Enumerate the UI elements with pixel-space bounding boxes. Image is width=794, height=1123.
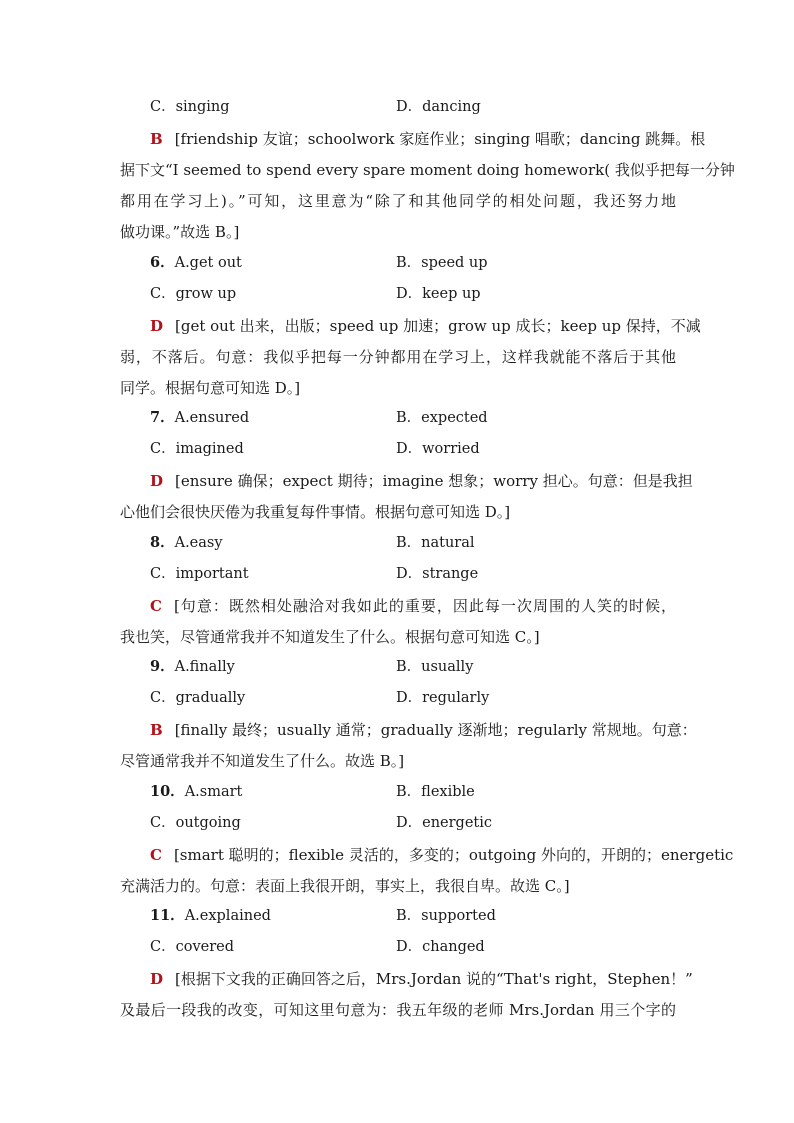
options-row-cd <box>0 435 794 463</box>
explanation-line: 尽管通常我并不知道发生了什么。故选 B。] <box>120 752 405 770</box>
option-a-wrap <box>150 529 223 557</box>
option-a: A.smart <box>184 784 243 800</box>
explanation-line: 及最后一段我的改变，可知这里句意为：我五年级的老师 Mrs.Jordan 用三个字的 <box>120 1001 676 1019</box>
answer-letter: B <box>150 721 163 739</box>
option-d: D．worried <box>396 441 480 457</box>
question-number: 9． <box>150 658 175 675</box>
explanation-line: 心他们会很快厌倦为我重复每件事情。根据句意可知选 D。] <box>120 503 511 521</box>
explanation-text: [句意：既然相处融洽对我如此的重要，因此每一次周围的人笑的时候， <box>173 597 676 615</box>
options-row-cd <box>0 684 794 712</box>
options-row-cd <box>0 93 794 121</box>
option-c: C．imagined <box>150 441 244 457</box>
option-a: A.ensured <box>174 410 250 426</box>
options-row-ab <box>0 778 794 806</box>
option-a-wrap <box>150 778 242 806</box>
options-row-cd <box>0 933 794 961</box>
explanation-line: 弱，不落后。句意：我似乎把每一分钟都用在学习上，这样我就能不落后于其他 <box>120 348 676 366</box>
options-row-cd <box>0 560 794 588</box>
options-row-ab <box>0 529 794 557</box>
option-c: C．grow up <box>150 286 237 302</box>
answer-line <box>150 311 701 341</box>
option-a-wrap <box>150 902 271 930</box>
question-number: 8． <box>150 534 175 551</box>
options-row-ab <box>0 902 794 930</box>
options-row-ab <box>0 249 794 277</box>
option-a-wrap <box>150 404 249 432</box>
explanation-line: 都用在学习上)。”可知，这里意为“除了和其他同学的相处问题，我还努力地 <box>120 192 676 210</box>
answer-letter: D <box>150 970 164 988</box>
explanation-line: 做功课。”故选 B。] <box>120 223 240 241</box>
option-d: D．energetic <box>396 815 493 831</box>
explanation-text: [finally 最终；usually 通常；gradually 逐渐地；regularly 常规地。句意： <box>174 721 697 739</box>
option-c: C．covered <box>150 939 235 955</box>
option-c: C．singing <box>150 99 230 115</box>
option-a: A.get out <box>174 255 242 271</box>
option-a: A.finally <box>174 659 235 675</box>
question-number: 6． <box>150 254 175 271</box>
explanation-text: [get out 出来，出版；speed up 加速；grow up 成长；keep up 保持，不减 <box>175 317 701 335</box>
options-row-ab <box>0 653 794 681</box>
answer-line <box>150 840 734 870</box>
option-b: B．speed up <box>396 255 488 271</box>
option-b: B．expected <box>396 410 488 426</box>
option-c: C．gradually <box>150 690 246 706</box>
option-a-wrap <box>150 653 235 681</box>
answer-line <box>150 715 697 745</box>
answer-letter: D <box>150 317 164 335</box>
option-a: A.easy <box>174 535 223 551</box>
answer-letter: C <box>150 846 162 864</box>
explanation-line: 我也笑，尽管通常我并不知道发生了什么。根据句意可知选 C。] <box>120 628 540 646</box>
answer-line <box>150 124 706 154</box>
explanation-line: 据下文“I seemed to spend every spare moment doing homework( 我似乎把每一分钟 <box>120 161 735 179</box>
explanation-text: [smart 聪明的；flexible 灵活的，多变的；outgoing 外向的，开朗的；energetic <box>173 846 734 864</box>
option-b: B．supported <box>396 908 496 924</box>
options-row-ab <box>0 404 794 432</box>
option-b: B．usually <box>396 659 474 675</box>
options-row-cd <box>0 280 794 308</box>
option-a-wrap <box>150 249 242 277</box>
question-number: 11． <box>150 907 185 924</box>
option-b: B．natural <box>396 535 475 551</box>
option-c: C．outgoing <box>150 815 241 831</box>
answer-line <box>150 964 693 994</box>
option-b: B．flexible <box>396 784 475 800</box>
option-d: D．changed <box>396 939 485 955</box>
explanation-text: [根据下文我的正确回答之后，Mrs.Jordan 说的“That's right，Stephen！” <box>175 970 693 988</box>
option-d: D．keep up <box>396 286 481 302</box>
answer-letter: D <box>150 472 164 490</box>
option-a: A.explained <box>184 908 271 924</box>
question-number: 7． <box>150 409 175 426</box>
question-number: 10． <box>150 783 185 800</box>
answer-line <box>150 591 676 621</box>
explanation-text: [friendship 友谊；schoolwork 家庭作业；singing 唱歌；dancing 跳舞。根 <box>174 130 706 148</box>
answer-line <box>150 466 693 496</box>
option-d: D．strange <box>396 566 479 582</box>
explanation-text: [ensure 确保；expect 期待；imagine 想象；worry 担心。句意：但是我担 <box>175 472 693 490</box>
option-c: C．important <box>150 566 249 582</box>
answer-letter: B <box>150 130 163 148</box>
answer-letter: C <box>150 597 162 615</box>
options-row-cd <box>0 809 794 837</box>
explanation-line: 充满活力的。句意：表面上我很开朗，事实上，我很自卑。故选 C。] <box>120 877 570 895</box>
option-d: D．dancing <box>396 99 481 115</box>
explanation-line: 同学。根据句意可知选 D。] <box>120 379 301 397</box>
option-d: D．regularly <box>396 690 490 706</box>
